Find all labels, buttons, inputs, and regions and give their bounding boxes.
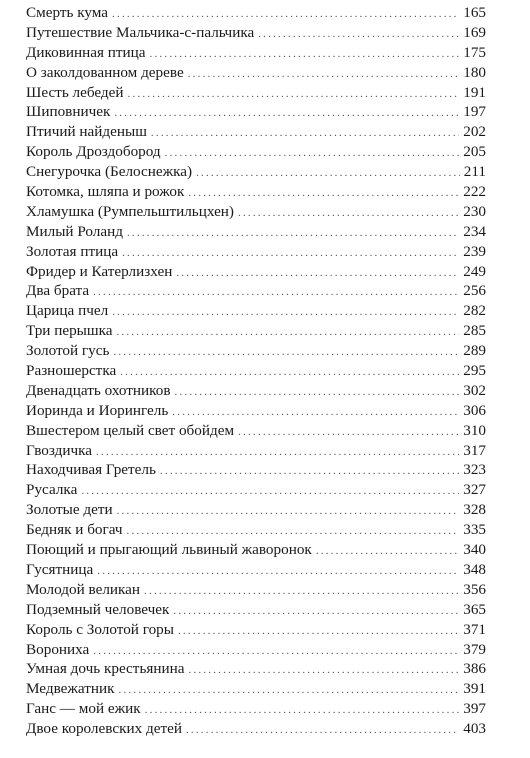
toc-entry-title: Путешествие Мальчика-с-пальчика [26, 23, 255, 41]
toc-entry-title: Король Дроздобород [26, 143, 161, 161]
toc-entry-page-number: 340 [463, 541, 486, 559]
toc-entry-page-number: 356 [463, 580, 486, 598]
toc-entry [26, 301, 486, 321]
toc-entry-title: Находчивая Гретель [26, 461, 156, 479]
dot-leader [188, 661, 459, 679]
toc-entry-title: Милый Роланд [26, 222, 123, 240]
toc-entry-page-number: 403 [463, 720, 486, 738]
toc-entry-page-number: 328 [463, 501, 486, 519]
dot-leader [81, 482, 459, 500]
toc-entry-title: Хламушка (Румпельштильцхен) [26, 202, 234, 220]
toc-entry-title: Гусятница [26, 560, 94, 578]
toc-entry [26, 520, 486, 540]
toc-entry-title: Вшестером целый свет обойдем [26, 421, 235, 439]
dot-leader [173, 602, 459, 620]
dot-leader [116, 323, 459, 341]
toc-entry-page-number: 317 [463, 441, 486, 459]
dot-leader [238, 204, 459, 222]
toc-entry [26, 719, 486, 739]
toc-entry-title: Иоринда и Иорингель [26, 401, 169, 419]
toc-entry-title: Шиповничек [26, 103, 111, 121]
dot-leader [114, 104, 459, 122]
dot-leader [120, 363, 459, 381]
dot-leader [196, 164, 460, 182]
toc-entry [26, 341, 486, 361]
table-of-contents [26, 3, 486, 739]
toc-entry [26, 122, 486, 142]
toc-entry-page-number: 397 [463, 700, 486, 718]
toc-entry [26, 142, 486, 162]
dot-leader [119, 681, 460, 699]
dot-leader [160, 462, 459, 480]
toc-entry [26, 3, 486, 23]
toc-entry-page-number: 191 [463, 83, 486, 101]
toc-entry-title: Шесть лебедей [26, 83, 124, 101]
toc-entry [26, 640, 486, 660]
toc-entry-page-number: 386 [463, 660, 486, 678]
dot-leader [172, 403, 459, 421]
toc-entry [26, 202, 486, 222]
toc-entry [26, 540, 486, 560]
dot-leader [112, 303, 459, 321]
toc-entry-title: Смерть кума [26, 4, 109, 21]
toc-entry-title: Двое королевских детей [26, 720, 182, 738]
toc-entry-title: Фридер и Катерлизхен [26, 262, 173, 280]
dot-leader [178, 622, 459, 640]
toc-entry [26, 580, 486, 600]
dot-leader [186, 721, 459, 739]
toc-entry-page-number: 197 [463, 103, 486, 121]
toc-entry-page-number: 391 [463, 680, 486, 698]
dot-leader [93, 642, 459, 660]
toc-entry [26, 441, 486, 461]
toc-entry-page-number: 371 [463, 620, 486, 638]
toc-entry-page-number: 222 [463, 183, 486, 201]
toc-entry-page-number: 180 [463, 63, 486, 81]
toc-entry-page-number: 202 [463, 123, 486, 141]
toc-entry-page-number: 165 [463, 4, 486, 21]
toc-entry-title: Золотой гусь [26, 342, 110, 360]
toc-entry [26, 162, 486, 182]
toc-entry [26, 182, 486, 202]
dot-leader [122, 244, 459, 262]
toc-entry-page-number: 327 [463, 481, 486, 499]
toc-entry-title: Русалка [26, 481, 78, 499]
toc-entry-title: Птичий найденыш [26, 123, 147, 141]
toc-entry [26, 281, 486, 301]
toc-entry-title: Поющий и прыгающий львиный жаворонок [26, 541, 312, 559]
toc-entry [26, 43, 486, 63]
dot-leader [238, 423, 459, 441]
toc-entry-page-number: 234 [463, 222, 486, 240]
toc-entry [26, 699, 486, 719]
toc-entry-title: Золотые дети [26, 501, 113, 519]
toc-entry-page-number: 379 [463, 640, 486, 658]
toc-entry-page-number: 302 [463, 381, 486, 399]
toc-entry-title: Снегурочка (Белоснежка) [26, 163, 193, 181]
dot-leader [112, 5, 459, 23]
toc-entry-title: Двенадцать охотников [26, 381, 171, 399]
toc-entry-title: О заколдованном дереве [26, 63, 184, 81]
toc-entry [26, 659, 486, 679]
toc-entry-page-number: 282 [463, 302, 486, 320]
dot-leader [128, 85, 460, 103]
toc-entry-title: Три перышка [26, 322, 113, 340]
dot-leader [93, 283, 459, 301]
toc-entry [26, 460, 486, 480]
toc-entry-page-number: 348 [463, 560, 486, 578]
toc-entry-title: Медвежатник [26, 680, 115, 698]
dot-leader [150, 45, 460, 63]
toc-entry-title: Царица пчел [26, 302, 109, 320]
toc-entry-page-number: 249 [463, 262, 486, 280]
toc-entry-page-number: 365 [463, 600, 486, 618]
toc-entry [26, 361, 486, 381]
toc-entry-page-number: 289 [463, 342, 486, 360]
toc-entry-page-number: 239 [463, 242, 486, 260]
dot-leader [97, 562, 459, 580]
dot-leader [151, 124, 459, 142]
toc-entry [26, 83, 486, 103]
toc-entry-title: Диковинная птица [26, 43, 146, 61]
toc-entry-page-number: 256 [463, 282, 486, 300]
toc-entry-title: Два брата [26, 282, 90, 300]
toc-entry-page-number: 205 [463, 143, 486, 161]
toc-entry-title: Ворониха [26, 640, 90, 658]
toc-entry-title: Бедняк и богач [26, 521, 123, 539]
toc-entry-title: Котомка, шляпа и рожок [26, 183, 185, 201]
toc-entry-page-number: 295 [463, 362, 486, 380]
toc-entry-title: Гвоздичка [26, 441, 92, 459]
toc-entry [26, 262, 486, 282]
toc-entry [26, 480, 486, 500]
dot-leader [316, 542, 459, 560]
toc-entry [26, 321, 486, 341]
toc-entry [26, 242, 486, 262]
toc-entry-page-number: 335 [463, 521, 486, 539]
toc-entry [26, 560, 486, 580]
toc-entry-page-number: 323 [463, 461, 486, 479]
dot-leader [258, 25, 459, 43]
dot-leader [188, 65, 460, 83]
toc-entry-page-number: 211 [463, 163, 486, 181]
dot-leader [176, 264, 459, 282]
toc-entry [26, 401, 486, 421]
dot-leader [145, 701, 460, 719]
toc-entry-page-number: 175 [463, 43, 486, 61]
toc-entry-title: Золотая птица [26, 242, 119, 260]
dot-leader [113, 343, 459, 361]
toc-entry [26, 222, 486, 242]
dot-leader [175, 383, 460, 401]
toc-entry-title: Молодой великан [26, 580, 141, 598]
toc-entry [26, 381, 486, 401]
toc-entry [26, 679, 486, 699]
toc-entry [26, 600, 486, 620]
toc-entry-page-number: 169 [463, 23, 486, 41]
dot-leader [188, 184, 459, 202]
toc-entry-title: Подземный человечек [26, 600, 170, 618]
toc-entry [26, 102, 486, 122]
dot-leader [117, 502, 460, 520]
toc-entry [26, 23, 486, 43]
toc-entry-page-number: 230 [463, 202, 486, 220]
dot-leader [165, 144, 460, 162]
toc-entry [26, 500, 486, 520]
toc-entry-title: Разношерстка [26, 362, 117, 380]
toc-entry-page-number: 310 [463, 421, 486, 439]
dot-leader [96, 443, 459, 461]
toc-entry [26, 63, 486, 83]
toc-entry-title: Умная дочь крестьянина [26, 660, 185, 678]
toc-entry [26, 421, 486, 441]
toc-entry-page-number: 306 [463, 401, 486, 419]
toc-entry-title: Король с Золотой горы [26, 620, 174, 638]
dot-leader [144, 582, 459, 600]
toc-entry [26, 620, 486, 640]
toc-entry-title: Ганс — мой ежик [26, 700, 141, 718]
dot-leader [127, 224, 459, 242]
dot-leader [127, 522, 460, 540]
toc-entry-page-number: 285 [463, 322, 486, 340]
